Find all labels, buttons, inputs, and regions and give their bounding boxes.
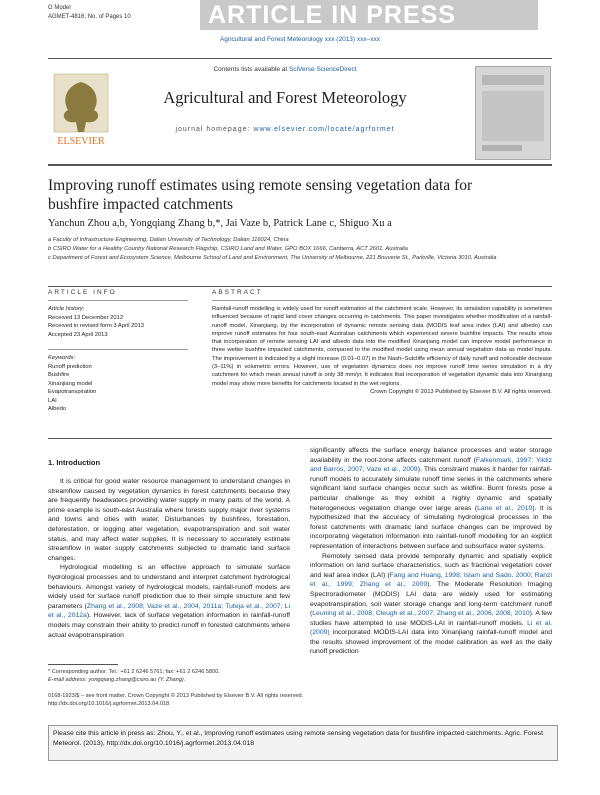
abstract-body: Rainfall-runoff modelling is widely used for runoff estimation at the catchment scale. However, its simulation capability is sometimes influenced because of rapid land cover changes occurring in catchments. This paper investigates whether modification of a rainfall-runoff model, Xinanjiang, by the incorporation of dynamic remote sensing data (MODIS leaf area index (LAI) and albedo) can improve runoff estimates for four south-east Australian catchments which experienced severe bushfire impacts. The results show that incorporation of remote sensing LAI and albedo data into the modified Xinanjiang model can improve model performance in three wetter bushfire impacted catchments, compared to the modified model using mean annual vegetation data as model inputs. The improvement is indicated by a slight increase (0.01–0.07) in the Nash–Sutcliffe efficiency of daily runoff and noticeable decrease (3–11%) in volumetric errors. However, use of vegetation dynamics does not improve runoff time series simulation in a dry catchment for which mean annual runoff is only 38 mm/yr. It indicates that incorporation of vegetation dynamic data into Xinanjiang model may show more benefits for catchments located in the wet regions. <box>212 306 552 387</box>
abstract-panel <box>212 289 552 396</box>
homepage-link[interactable]: www.elsevier.com/locate/agrformet <box>253 126 395 133</box>
intro-paragraph-4: Remotely sensed data provide temporally dynamic and spatially explicit information on land surface characteristics, such as fractional vegetation cover and leaf area index (LAI) (Fang and Huang, 1998; Islam and Sado, 2000; Ranzi et al., 1999; Zhang et al., 2009). The Moderate Resolution Imaging Spectroradiometer (MODIS) LAI data are widely used for estimating evapotranspiration, soil water storage change and long-term catchment runoff (Leuning et al., 2008; Cleugh et al., 2007; Zhang et al., 2006, 2008, 2010). A few studies have attempted to use MODIS-LAI in rainfall-runoff models. Li et al. (2009) incorporated MODIS-LAI data into Xinanjiang rainfall-runoff model and the results showed improvement of the model calibration as well as the daily runoff prediction <box>310 552 552 656</box>
journal-homepage-line <box>120 126 450 133</box>
contents-available-line <box>120 66 450 73</box>
keyword-item: Xinanjiang model <box>48 380 93 387</box>
abstract-header: ABSTRACT <box>212 289 263 296</box>
citation-link[interactable]: Leuning et al., 2008; Cleugh et al., 2007; Zhang et al., 2006, 2008, 2010 <box>312 610 530 618</box>
banner-left-info <box>48 4 131 22</box>
received-date: Received 13 December 2012 <box>48 314 124 321</box>
sciencedirect-link[interactable]: SciVerse ScienceDirect <box>288 66 357 73</box>
footnotes <box>48 668 308 684</box>
body-column-right <box>310 446 552 657</box>
keywords-rule <box>48 349 188 350</box>
affiliation-a: a Faculty of Infrastructure Engineering, Dalian University of Technology, Dalian 116024, China <box>48 237 289 243</box>
journal-cover-image <box>475 66 551 160</box>
history-label: Article history: <box>48 306 85 312</box>
article-info-rule <box>48 300 188 301</box>
banner-pages: No. of Pages 10 <box>87 14 131 20</box>
elsevier-tree-logo <box>48 70 114 150</box>
journal-title: Agricultural and Forest Meteorology <box>163 88 407 107</box>
revised-date: Received in revised form 3 April 2013 <box>48 323 145 329</box>
keyword-item: Runoff prediction <box>48 363 92 370</box>
section-rule-top <box>48 286 552 287</box>
doi-link[interactable]: http://dx.doi.org/10.1016/j.agrformet.2013.04.018 <box>48 701 170 707</box>
citation-link[interactable]: Fang and Huang, 1998; Islam and Sado, 2000; Ranzi et al., 1999; Zhang et al., 2009 <box>310 571 552 589</box>
article-in-press-banner <box>0 0 600 38</box>
intro-paragraph-2: Hydrological modelling is an effective approach to simulate surface hydrological processes and to understand and interpret catchment hydrological behaviours. Amongst variety of hydrological models, rainfall-runoff models are widely used for surface runoff prediction due to their simple structure and few parameters (Zhang et al., 2008; Vaze et al., 2004, 2011a; Tuteja et al., 2007; Li et al., 2012a). However, lack of surface vegetation information in rainfall-runoff models may constrain their ability to predict runoff in forested catchments where actual evapotranspiration <box>48 564 291 639</box>
cite-this-article-box: Please cite this article in press as: Zhou, Y., et al., Improving runoff estimates using remote sensing vegetation data for bushfire impacted catchments. Agric. Forest Meteorol. (2013), http://dx.doi.org/10.1016/j.agrformet.2013.04.018 <box>48 725 558 761</box>
citation-link[interactable]: Li et al. (2009) <box>310 619 552 637</box>
keyword-item: Albedo <box>48 406 67 412</box>
banner-gmodel: G Model <box>48 5 71 11</box>
abstract-rule <box>212 300 552 301</box>
issn-line: 0168-1923/$ – see front matter. Crown Copyright © 2013 Published by Elsevier B.V. All rights reserved. <box>48 693 304 699</box>
citation-link[interactable]: Zhang et al., 2008; Vaze et al., 2004, 2011a; Tuteja et al., 2007; Li et al., 2012a <box>48 602 291 620</box>
banner-article-code: AGMET-4816; <box>48 14 87 20</box>
intro-paragraph-1: It is critical for good water resource management to understand changes in streamflow caused by vegetation dynamics in forest catchments because they are frequently headwaters providing water supply in many parts of the world. A prime example is south-east Australia where forests supply major river systems and towns and cities with water. Disturbances by bushfires, forestation, deforestation, or logging alter vegetation, evapotranspiration and soil water status, and may affect water supplies. It is necessary to accurately estimate streamflow in water supply catchments subjected to dramatic land surface changes. <box>48 478 290 562</box>
accepted-date: Accepted 23 April 2013 <box>48 331 108 338</box>
masthead-top-rule <box>48 58 552 59</box>
citation-link[interactable]: Lane et al., 2010 <box>477 504 533 512</box>
affiliation-c: c Department of Forest and Ecosystem Science, Melbourne School of Land and Environment, The University of Melbourne, 221 Bouverie St., Parkville, Victoria 3010, Australia <box>48 255 497 261</box>
keywords-label: Keywords: <box>48 355 76 361</box>
masthead-bottom-rule <box>48 164 552 166</box>
banner-title: ARTICLE IN PRESS <box>200 0 538 30</box>
section-rule-bottom <box>48 438 552 439</box>
contents-prefix: Contents lists available at <box>213 66 288 73</box>
author-list: Yanchun Zhou a,b, Yongqiang Zhang b,*, Jai Vaze b, Patrick Lane c, Shiguo Xu a <box>48 218 392 229</box>
citation-link[interactable]: Falkenmark, 1997; Yildiz and Barros, 2007; Vaze et al., 2009 <box>310 456 552 474</box>
body-column-left <box>48 477 290 640</box>
keyword-item: Bushfire <box>48 372 70 378</box>
journal-reference-link[interactable]: Agricultural and Forest Meteorology xxx (2013) xxx–xxx <box>219 36 381 43</box>
section-heading-introduction: 1. Introduction <box>48 458 101 467</box>
homepage-prefix: journal homepage: <box>175 126 251 133</box>
keyword-item: Evapotranspiration <box>48 389 97 395</box>
email-note: E-mail address: yongqiang.zhang@csiro.au (Y. Zhang). <box>48 677 186 683</box>
paper-title: Improving runoff estimates using remote sensing vegetation data for bushfire impacted catchments <box>48 177 473 213</box>
affiliations <box>48 236 552 263</box>
abstract-copyright: Crown Copyright © 2013 Published by Elsevier B.V. All rights reserved. <box>370 388 552 395</box>
footnote-rule <box>48 664 118 665</box>
issn-block <box>48 692 552 708</box>
article-info-panel <box>48 289 188 414</box>
affiliation-b: b CSIRO Water for a Healthy Country National Research Flagship, CSIRO Land and Water, GPO BOX 1666, Canberra, ACT 2601, Australia <box>48 246 408 252</box>
publisher-name: ELSEVIER <box>57 136 105 147</box>
corresponding-author-note: * Corresponding author. Tel.: +61 2 6246 5761; fax: +61 2 6246 5800. <box>48 669 220 675</box>
keyword-item: LAI <box>48 397 57 404</box>
article-info-header: ARTICLE INFO <box>48 289 117 296</box>
intro-paragraph-3: significantly affects the surface energy balance processes and water storage availability in the root-zone affects catchment runoff (Falkenmark, 1997; Yildiz and Barros, 2007; Vaze et al., 2009). This constraint makes it harder for rainfall-runoff models to accurately simulate runoff time series in the catchments where significant land surface changes occur such as wildfire. Burnt forests pose a particular challenge as they exhibit a highly dynamic and spatially heterogeneous vegetation change over large areas (Lane et al., 2010). It is hypothesized that the accuracy of simulating hydrological processes in the forest catchments with dramatic land surface changes can be improved by incorporating vegetation information into rainfall-runoff modelling for an explicit representation of interactions between surface and subsurface water systems. <box>310 447 552 550</box>
